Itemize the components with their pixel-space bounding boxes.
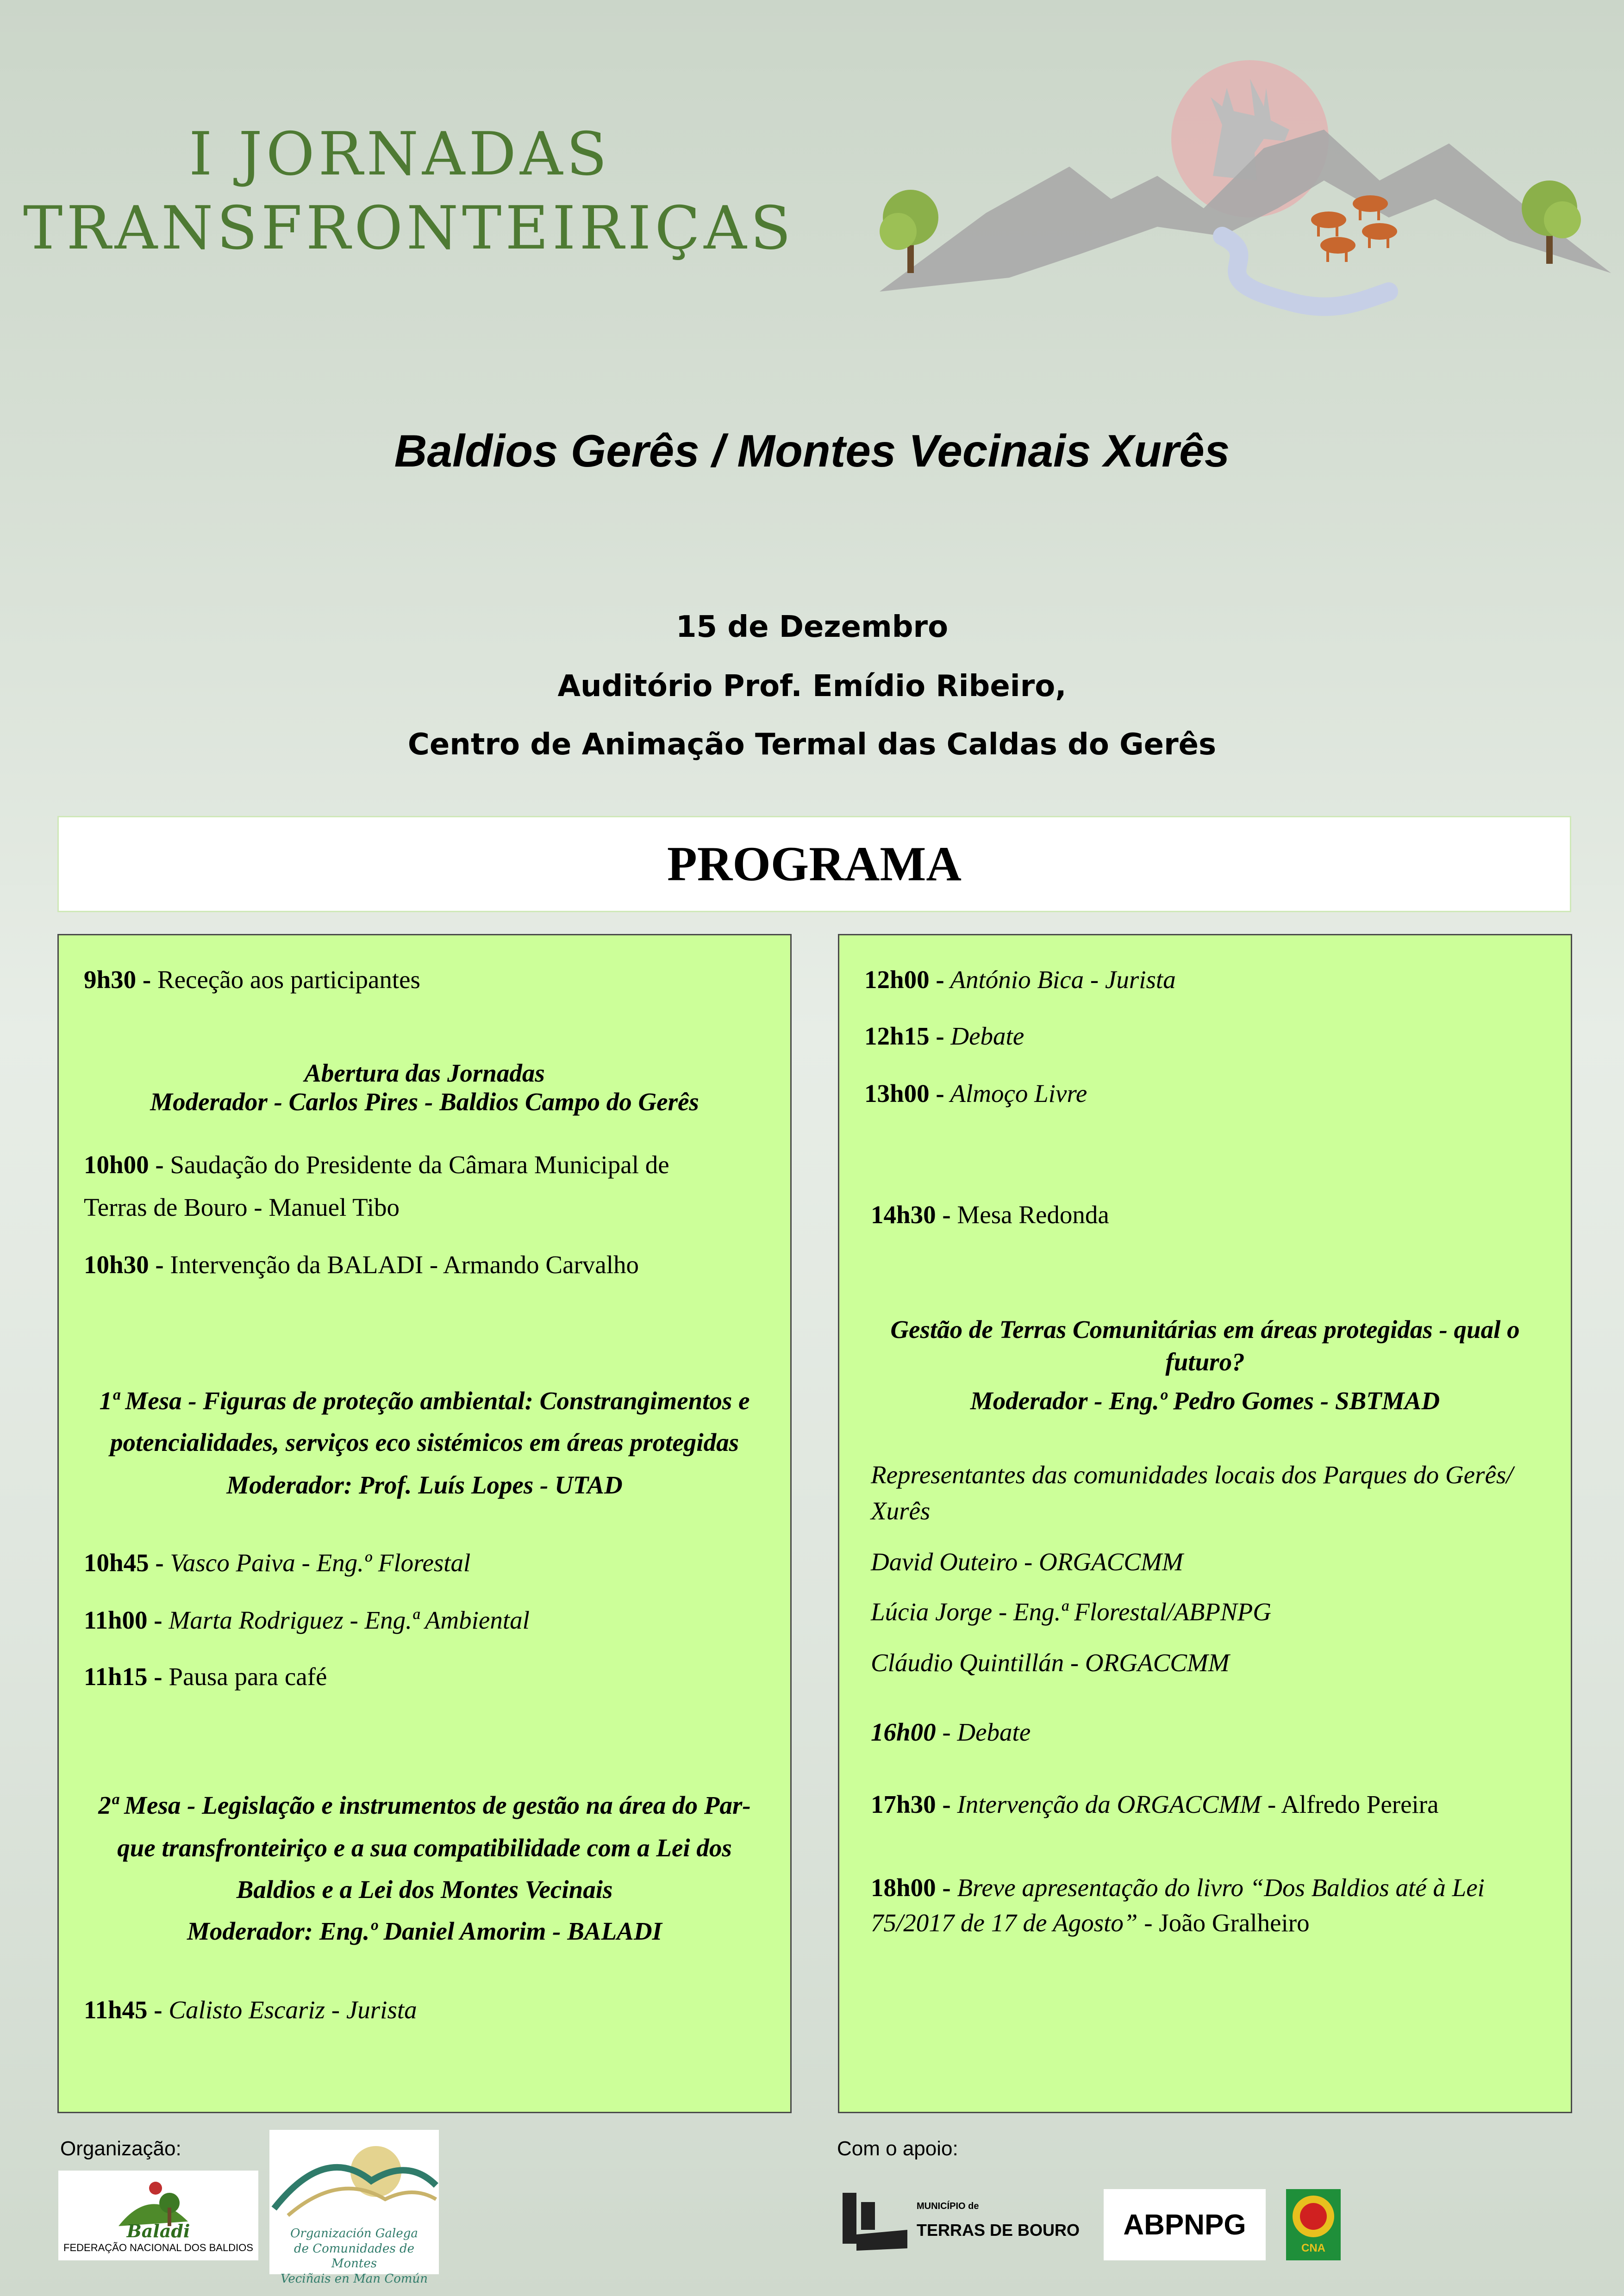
municipio-name: TERRAS DE BOURO: [917, 2221, 1080, 2240]
municipio-terras-de-bouro-logo: [838, 2184, 1088, 2258]
panel2-moderator: Moderador: Eng.º Daniel Amorim - BALADI: [187, 1917, 662, 1945]
roundtable-moderator: Moderador - Eng.º Pedro Gomes - SBTMAD: [970, 1387, 1440, 1415]
agenda-item: 9h30 - Receção aos participantes: [84, 965, 420, 994]
support-label: Com o apoio:: [837, 2137, 958, 2160]
agenda-item-continuation: 75/2017 de 17 de Agosto” - João Gralheiro: [871, 1909, 1310, 1937]
agenda-item: 13h00 - Almoço Livre: [864, 1079, 1087, 1108]
baladi-name: Baladi: [126, 2221, 190, 2241]
event-subtitle: Baldios Gerês / Montes Vecinais Xurês: [394, 425, 1230, 476]
roundtable-title-line1: Gestão de Terras Comunitárias em áreas protegidas - qual o: [890, 1315, 1520, 1344]
participant: Cláudio Quintillán - ORGACCMM: [871, 1649, 1230, 1677]
river-shape: [1222, 236, 1389, 307]
panel1-moderator: Moderador: Prof. Luís Lopes - UTAD: [226, 1471, 623, 1499]
program-heading: PROGRAMA: [667, 837, 962, 891]
agenda-item: 10h45 - Vasco Paiva - Eng.º Florestal: [84, 1549, 471, 1577]
agenda-item: 11h45 - Calisto Escariz - Jurista: [84, 1996, 417, 2024]
agenda-item: 18h00 - Breve apresentação do livro “Dos Baldios até à Lei: [871, 1873, 1485, 1902]
participant: Lúcia Jorge - Eng.ª Florestal/ABPNPG: [871, 1598, 1271, 1626]
agenda-item: 14h30 - Mesa Redonda: [871, 1201, 1109, 1229]
event-title-line1: I JORNADAS: [189, 120, 611, 189]
participant: David Outeiro - ORGACCMM: [871, 1548, 1183, 1576]
abpnpg-label: ABPNPG: [1123, 2209, 1246, 2241]
mountain-landscape-illustration: [870, 60, 1620, 329]
orgaccmm-line2: de Comunidades de Montes: [294, 2241, 415, 2271]
event-venue: Auditório Prof. Emídio Ribeiro,: [557, 669, 1067, 703]
event-title-line2: TRANSFRONTEIRIÇAS: [23, 194, 795, 263]
panel1-title-line1: 1ª Mesa - Figuras de proteção ambiental: Constrangimentos e: [99, 1387, 750, 1415]
cattle-icon: [1311, 195, 1397, 262]
program-column-left: [57, 934, 792, 2113]
cna-logo: [1286, 2189, 1341, 2260]
agenda-item: 17h30 - Intervenção da ORGACCMM - Alfredo Pereira: [871, 1790, 1439, 1818]
representatives-line2: Xurês: [871, 1497, 931, 1525]
panel2-title-line3: Baldios e a Lei dos Montes Vecinais: [236, 1875, 613, 1904]
agenda-item: 12h00 - António Bica - Jurista: [864, 965, 1176, 994]
roundtable-title-line2: futuro?: [1165, 1348, 1245, 1376]
opening-moderator: Moderador - Carlos Pires - Baldios Campo do Gerês: [150, 1088, 699, 1116]
orgaccmm-line1: Organización Galega: [290, 2227, 418, 2240]
organization-label: Organização:: [60, 2137, 181, 2160]
agenda-item: 11h15 - Pausa para café: [84, 1662, 327, 1691]
orgaccmm-logo: [269, 2130, 439, 2286]
agenda-item: 12h15 - Debate: [864, 1022, 1024, 1050]
opening-title: Abertura das Jornadas: [304, 1059, 545, 1087]
agenda-item-continuation: Terras de Bouro - Manuel Tibo: [84, 1193, 400, 1221]
orgaccmm-line3: Veciñais en Man Común: [280, 2271, 428, 2286]
program-column-right: [838, 934, 1572, 2113]
event-place: Centro de Animação Termal das Caldas do Gerês: [407, 728, 1217, 762]
representatives-line1: Representantes das comunidades locais dos Parques do Gerês/: [871, 1461, 1513, 1489]
event-date: 15 de Dezembro: [675, 610, 949, 644]
agenda-item: 10h00 - Saudação do Presidente da Câmara Municipal de: [84, 1151, 669, 1179]
baladi-caption: FEDERAÇÃO NACIONAL DOS BALDIOS: [63, 2242, 253, 2253]
program-heading-box: [57, 816, 1571, 912]
panel2-title-line1: 2ª Mesa - Legislação e instrumentos de gestão na área do Par-: [98, 1791, 751, 1819]
cna-label: CNA: [1301, 2242, 1325, 2254]
panel2-title-line2: que transfronteiriço e a sua compatibilidade com a Lei dos: [117, 1834, 732, 1862]
agenda-item: 16h00 - Debate: [871, 1718, 1031, 1746]
agenda-item: 10h30 - Intervenção da BALADI - Armando Carvalho: [84, 1251, 639, 1279]
abpnpg-logo: [1104, 2189, 1266, 2260]
municipio-small-label: MUNICÍPIO de: [917, 2201, 979, 2211]
agenda-item: 11h00 - Marta Rodriguez - Eng.ª Ambiental: [84, 1606, 530, 1634]
panel1-title-line2: potencialidades, serviços eco sistémicos em áreas protegidas: [110, 1428, 739, 1456]
baladi-logo: [58, 2171, 258, 2260]
